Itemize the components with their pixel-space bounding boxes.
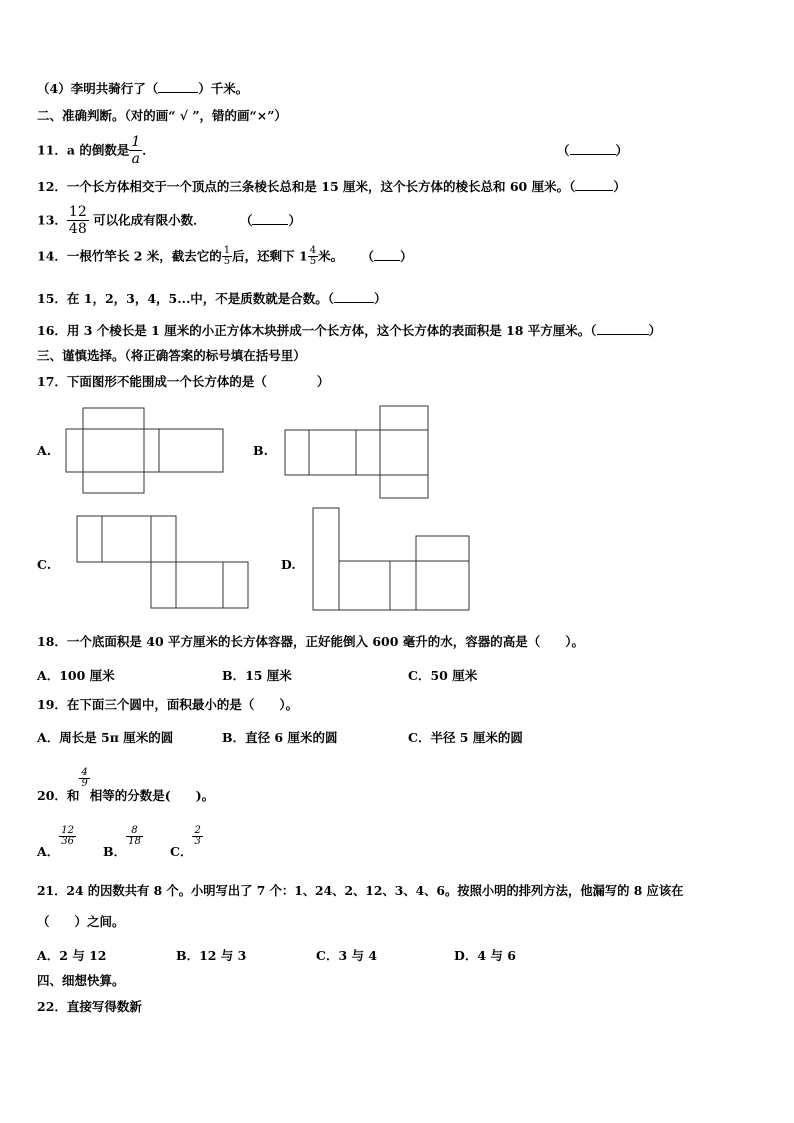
q19-option-b[interactable]: B．直径 6 厘米的圆: [222, 730, 338, 745]
question-14: [37, 246, 413, 267]
fraction-numerator: 8: [126, 826, 143, 837]
question-21-line-1: 21．24 的因数共有 8 个。小明写出了 7 个：1、24、2、12、3、4、6。按照小明的排列方法，他漏写的 8 应该在: [37, 883, 684, 898]
q20-option-c[interactable]: [170, 825, 203, 859]
q11-answer-paren: [557, 142, 628, 159]
q13-fraction: [67, 204, 89, 237]
q16-text: 16．用 3 个棱长是 1 厘米的小正方体木块拼成一个长方体，这个长方体的表面积是 18 平方厘米。（: [37, 323, 597, 338]
q18-option-c[interactable]: C．50 厘米: [408, 668, 478, 683]
paren-right: ）: [374, 291, 387, 306]
q14-fraction-1: [222, 246, 232, 267]
paren-right: ）: [615, 143, 629, 158]
option-fraction: [126, 826, 143, 847]
q21-option-a[interactable]: A．2 与 12: [37, 948, 107, 963]
question-12: [37, 178, 626, 195]
q19-option-a[interactable]: A．周长是 5π 厘米的圆: [37, 730, 174, 745]
answer-blank[interactable]: [374, 248, 400, 261]
fraction-denominator: 3: [194, 836, 201, 847]
fraction-denominator: 5: [223, 256, 231, 267]
q14-fraction-2: [308, 246, 318, 267]
q20-fraction: [79, 768, 89, 789]
fraction-numerator: 4: [81, 767, 88, 778]
fraction-denominator: 18: [128, 836, 141, 847]
fraction-denominator: 9: [81, 778, 88, 789]
fraction-numerator: 12: [61, 825, 74, 836]
fraction-numerator: 4: [309, 245, 317, 256]
question-21-line-2: （ ）之间。: [37, 914, 125, 929]
net-figure-a: [66, 408, 226, 498]
question-16: [37, 322, 661, 339]
paren-right: ）: [613, 179, 626, 194]
question-19: 19．在下面三个圆中，面积最小的是（ ）。: [37, 697, 299, 712]
q4-suffix: ）千米。: [198, 81, 249, 96]
q11-number: 11．: [37, 142, 67, 158]
option-a-label[interactable]: A.: [37, 443, 52, 458]
paren-right: ）: [400, 249, 413, 264]
q14-text-c: 米。: [318, 248, 344, 264]
q20-suffix: 相等的分数是( )。: [89, 788, 215, 803]
option-d-label[interactable]: D.: [281, 557, 296, 572]
fraction-numerator: 2: [194, 825, 201, 836]
q21-option-c[interactable]: C．3 与 4: [316, 948, 378, 963]
paren-right: ）: [648, 323, 662, 338]
q15-text: 15．在 1，2，3，4，5...中，不是质数就是合数。（: [37, 291, 335, 306]
option-label: A．: [37, 844, 60, 859]
q20-option-a[interactable]: [37, 825, 76, 859]
question-11: [37, 134, 727, 167]
section-2-title: 二、准确判断。（对的画“ √ ”，错的画“×”）: [37, 108, 287, 123]
q20-option-b[interactable]: [103, 825, 143, 859]
option-label: C．: [170, 844, 193, 859]
section-3-title: 三、谨慎选择。（将正确答案的标号填在括号里）: [37, 348, 306, 363]
q19-option-c[interactable]: C．半径 5 厘米的圆: [408, 730, 523, 745]
q18-option-a[interactable]: A．100 厘米: [37, 668, 115, 683]
q11-text: a 的倒数是: [66, 142, 130, 158]
q11-fraction: [129, 134, 142, 167]
q11-period: ．: [142, 142, 155, 158]
net-figure-c: [77, 514, 252, 612]
q13-answer-paren: [240, 213, 301, 228]
net-figure-d: [313, 508, 473, 613]
option-fraction: [192, 826, 202, 847]
question-15: [37, 290, 387, 307]
q13-number: 13．: [37, 212, 67, 228]
paren-right: ）: [288, 213, 301, 228]
q12-text: 12．一个长方体相交于一个顶点的三条棱长总和是 15 厘米，这个长方体的棱长总和 60 厘米。（: [37, 179, 576, 194]
q4-prefix: （4）李明共骑行了（: [37, 81, 159, 96]
q21-option-b[interactable]: B．12 与 3: [176, 948, 247, 963]
option-c-label[interactable]: C.: [37, 557, 52, 572]
q14-answer-paren: [361, 249, 412, 264]
q21-option-d[interactable]: D．4 与 6: [454, 948, 516, 963]
paren-left: （: [361, 249, 374, 264]
q14-text-a: 14．一根竹竿长 2 米，截去它的: [37, 248, 222, 264]
fraction-denominator: 36: [61, 836, 74, 847]
answer-blank[interactable]: [252, 212, 288, 225]
paren-left: （: [239, 213, 253, 228]
net-figure-b: [285, 406, 430, 501]
fraction-denominator: 48: [68, 221, 87, 237]
section-4-title: 四、细想快算。: [37, 973, 125, 988]
paren-left: （: [557, 143, 570, 158]
fraction-denominator: a: [131, 151, 140, 167]
q18-option-b[interactable]: B．15 厘米: [222, 668, 292, 683]
option-label: B．: [103, 844, 127, 859]
q13-text: 可以化成有限小数．: [93, 212, 206, 228]
option-fraction: [59, 826, 76, 847]
question-22: 22．直接写得数新: [37, 999, 142, 1014]
option-b-label[interactable]: B.: [253, 443, 268, 458]
fraction-numerator: 12: [68, 204, 87, 220]
answer-blank[interactable]: [158, 80, 198, 93]
fraction-denominator: 5: [309, 256, 317, 267]
question-18: 18．一个底面积是 40 平方厘米的长方体容器，正好能倒入 600 毫升的水，容器的高是（ ）。: [37, 634, 585, 649]
answer-blank[interactable]: [334, 290, 374, 303]
q4-line: [37, 80, 248, 97]
fraction-numerator: 1: [223, 245, 231, 256]
answer-blank[interactable]: [570, 142, 616, 155]
fraction-numerator: 1: [131, 134, 141, 150]
q20-prefix: 20．和: [37, 788, 80, 803]
question-17: 17．下面图形不能围成一个长方体的是（ ）: [37, 374, 330, 389]
question-13: [37, 204, 301, 237]
answer-blank[interactable]: [597, 322, 649, 335]
q14-text-b: 后，还剩下 1: [232, 248, 308, 264]
question-20: [37, 767, 215, 803]
answer-blank[interactable]: [575, 178, 613, 191]
